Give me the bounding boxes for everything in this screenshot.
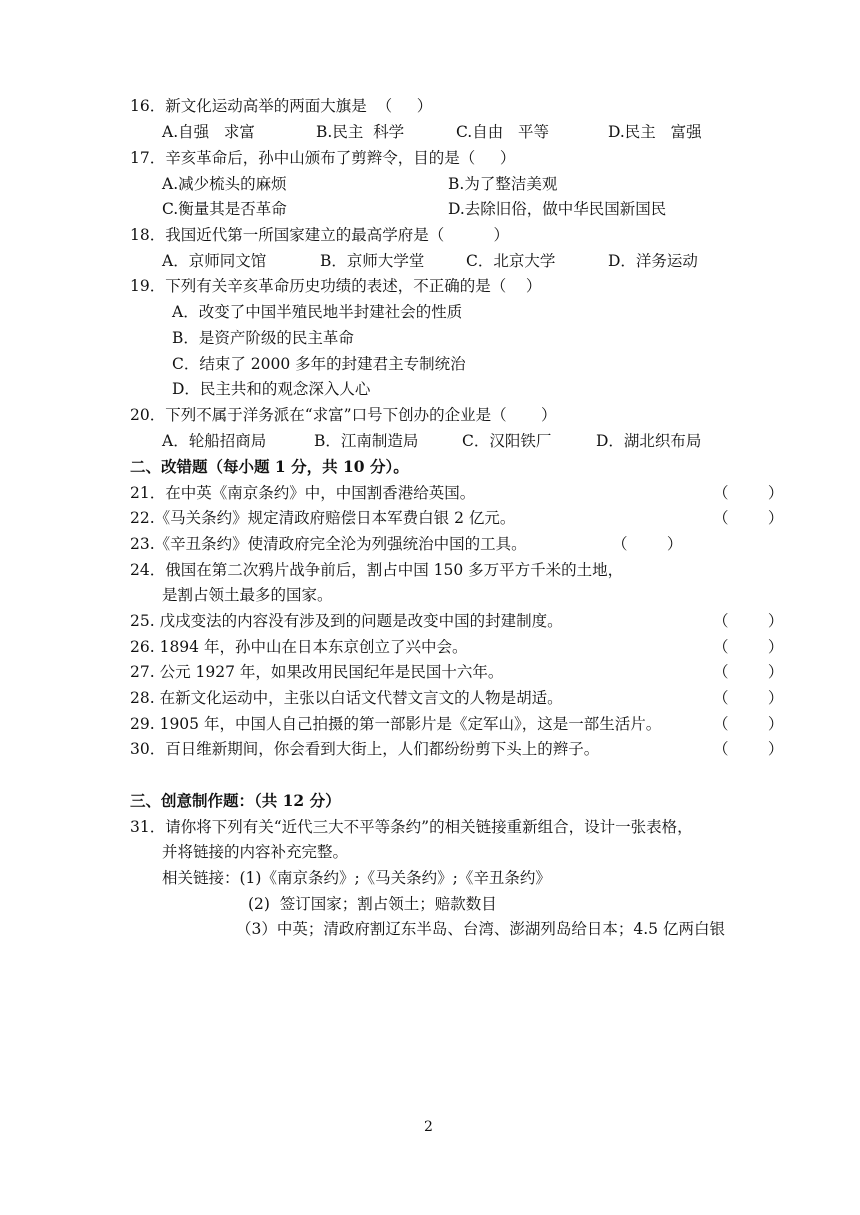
q17-option-a: A.减少梳头的麻烦 <box>162 175 287 193</box>
q18-stem: 18．我国近代第一所国家建立的最高学府是（ ） <box>130 226 509 244</box>
page-number: 2 <box>424 1119 433 1135</box>
q18-option-d: D．洋务运动 <box>608 252 698 270</box>
q20-option-a: A．轮船招商局 <box>162 432 267 450</box>
q28-answer-paren: （ ） <box>713 689 784 707</box>
q24-text-line2: 是割占领土最多的国家。 <box>162 586 333 604</box>
q19-option-d: D．民主共和的观念深入人心 <box>172 380 371 398</box>
q29-answer-paren: （ ） <box>713 715 784 733</box>
q20-stem: 20．下列不属于洋务派在“求富”口号下创办的企业是（ ） <box>130 406 557 424</box>
q31-text-line1: 31．请你将下列有关“近代三大不平等条约”的相关链接重新组合，设计一张表格， <box>130 818 693 836</box>
q26-answer-paren: （ ） <box>713 638 784 656</box>
q25-text: 25. 戊戌变法的内容没有涉及到的问题是改变中国的封建制度。 <box>130 612 563 630</box>
q16-option-d: D.民主 富强 <box>608 123 702 141</box>
q16-stem: 16．新文化运动高举的两面大旗是 （ ） <box>130 97 433 115</box>
q16-option-b: B.民主 科学 <box>316 123 405 141</box>
q22-text: 22.《马关条约》规定清政府赔偿日本军费白银 2 亿元。 <box>130 509 516 527</box>
q17-option-c: C.衡量其是否革命 <box>162 200 287 218</box>
q16-option-c: C.自由 平等 <box>456 123 550 141</box>
q30-text: 30．百日维新期间，你会看到大街上，人们都纷纷剪下头上的辫子。 <box>130 740 600 758</box>
q31-links-3: （3）中英；清政府割辽东半岛、台湾、澎湖列岛给日本；4.5 亿两白银 <box>236 920 725 938</box>
q17-stem: 17．辛亥革命后，孙中山颁布了剪辫令，目的是（ ） <box>130 149 516 167</box>
q19-option-a: A．改变了中国半殖民地半封建社会的性质 <box>172 303 463 321</box>
q18-option-b: B．京师大学堂 <box>320 252 425 270</box>
q20-option-b: B．江南制造局 <box>314 432 419 450</box>
q27-text: 27. 公元 1927 年，如果改用民国纪年是民国十六年。 <box>130 663 504 681</box>
q17-option-d: D.去除旧俗，做中华民国新国民 <box>448 200 667 218</box>
q23-answer-paren: （ ） <box>612 535 683 553</box>
q27-answer-paren: （ ） <box>713 663 784 681</box>
section2-heading: 二、改错题（每小题 1 分，共 10 分）。 <box>130 457 409 476</box>
q30-answer-paren: （ ） <box>713 740 784 758</box>
q16-option-a: A.自强 求富 <box>162 123 255 141</box>
q19-option-c: C．结束了 2000 多年的封建君主专制统治 <box>172 355 466 373</box>
q29-text: 29. 1905 年，中国人自己拍摄的第一部影片是《定军山》，这是一部生活片。 <box>130 715 662 733</box>
q19-stem: 19．下列有关辛亥革命历史功绩的表述，不正确的是（ ） <box>130 277 542 295</box>
q31-links-2: (2) 签订国家；割占领土；赔款数目 <box>248 895 497 913</box>
q22-answer-paren: （ ） <box>713 509 784 527</box>
q31-links-1: 相关链接：(1)《南京条约》;《马关条约》;《辛丑条约》 <box>162 869 551 887</box>
q25-answer-paren: （ ） <box>713 612 784 630</box>
q18-option-c: C．北京大学 <box>466 252 556 270</box>
q21-answer-paren: （ ） <box>713 484 784 502</box>
q28-text: 28. 在新文化运动中，主张以白话文代替文言文的人物是胡适。 <box>130 689 563 707</box>
q21-text: 21．在中英《南京条约》中，中国割香港给英国。 <box>130 484 476 502</box>
q19-option-b: B．是资产阶级的民主革命 <box>172 329 354 347</box>
q31-text-line2: 并将链接的内容补充完整。 <box>162 843 349 861</box>
q20-option-d: D．湖北织布局 <box>596 432 702 450</box>
section3-heading: 三、创意制作题：（共 12 分） <box>130 791 341 810</box>
q18-option-a: A．京师同文馆 <box>162 252 267 270</box>
q26-text: 26. 1894 年，孙中山在日本东京创立了兴中会。 <box>130 638 468 656</box>
q23-text: 23.《辛丑条约》使清政府完全沦为列强统治中国的工具。 <box>130 535 527 553</box>
q20-option-c: C．汉阳铁厂 <box>462 432 552 450</box>
q17-option-b: B.为了整洁美观 <box>448 175 558 193</box>
q24-text-line1: 24．俄国在第二次鸦片战争前后，割占中国 150 多万平方千米的土地， <box>130 561 624 579</box>
